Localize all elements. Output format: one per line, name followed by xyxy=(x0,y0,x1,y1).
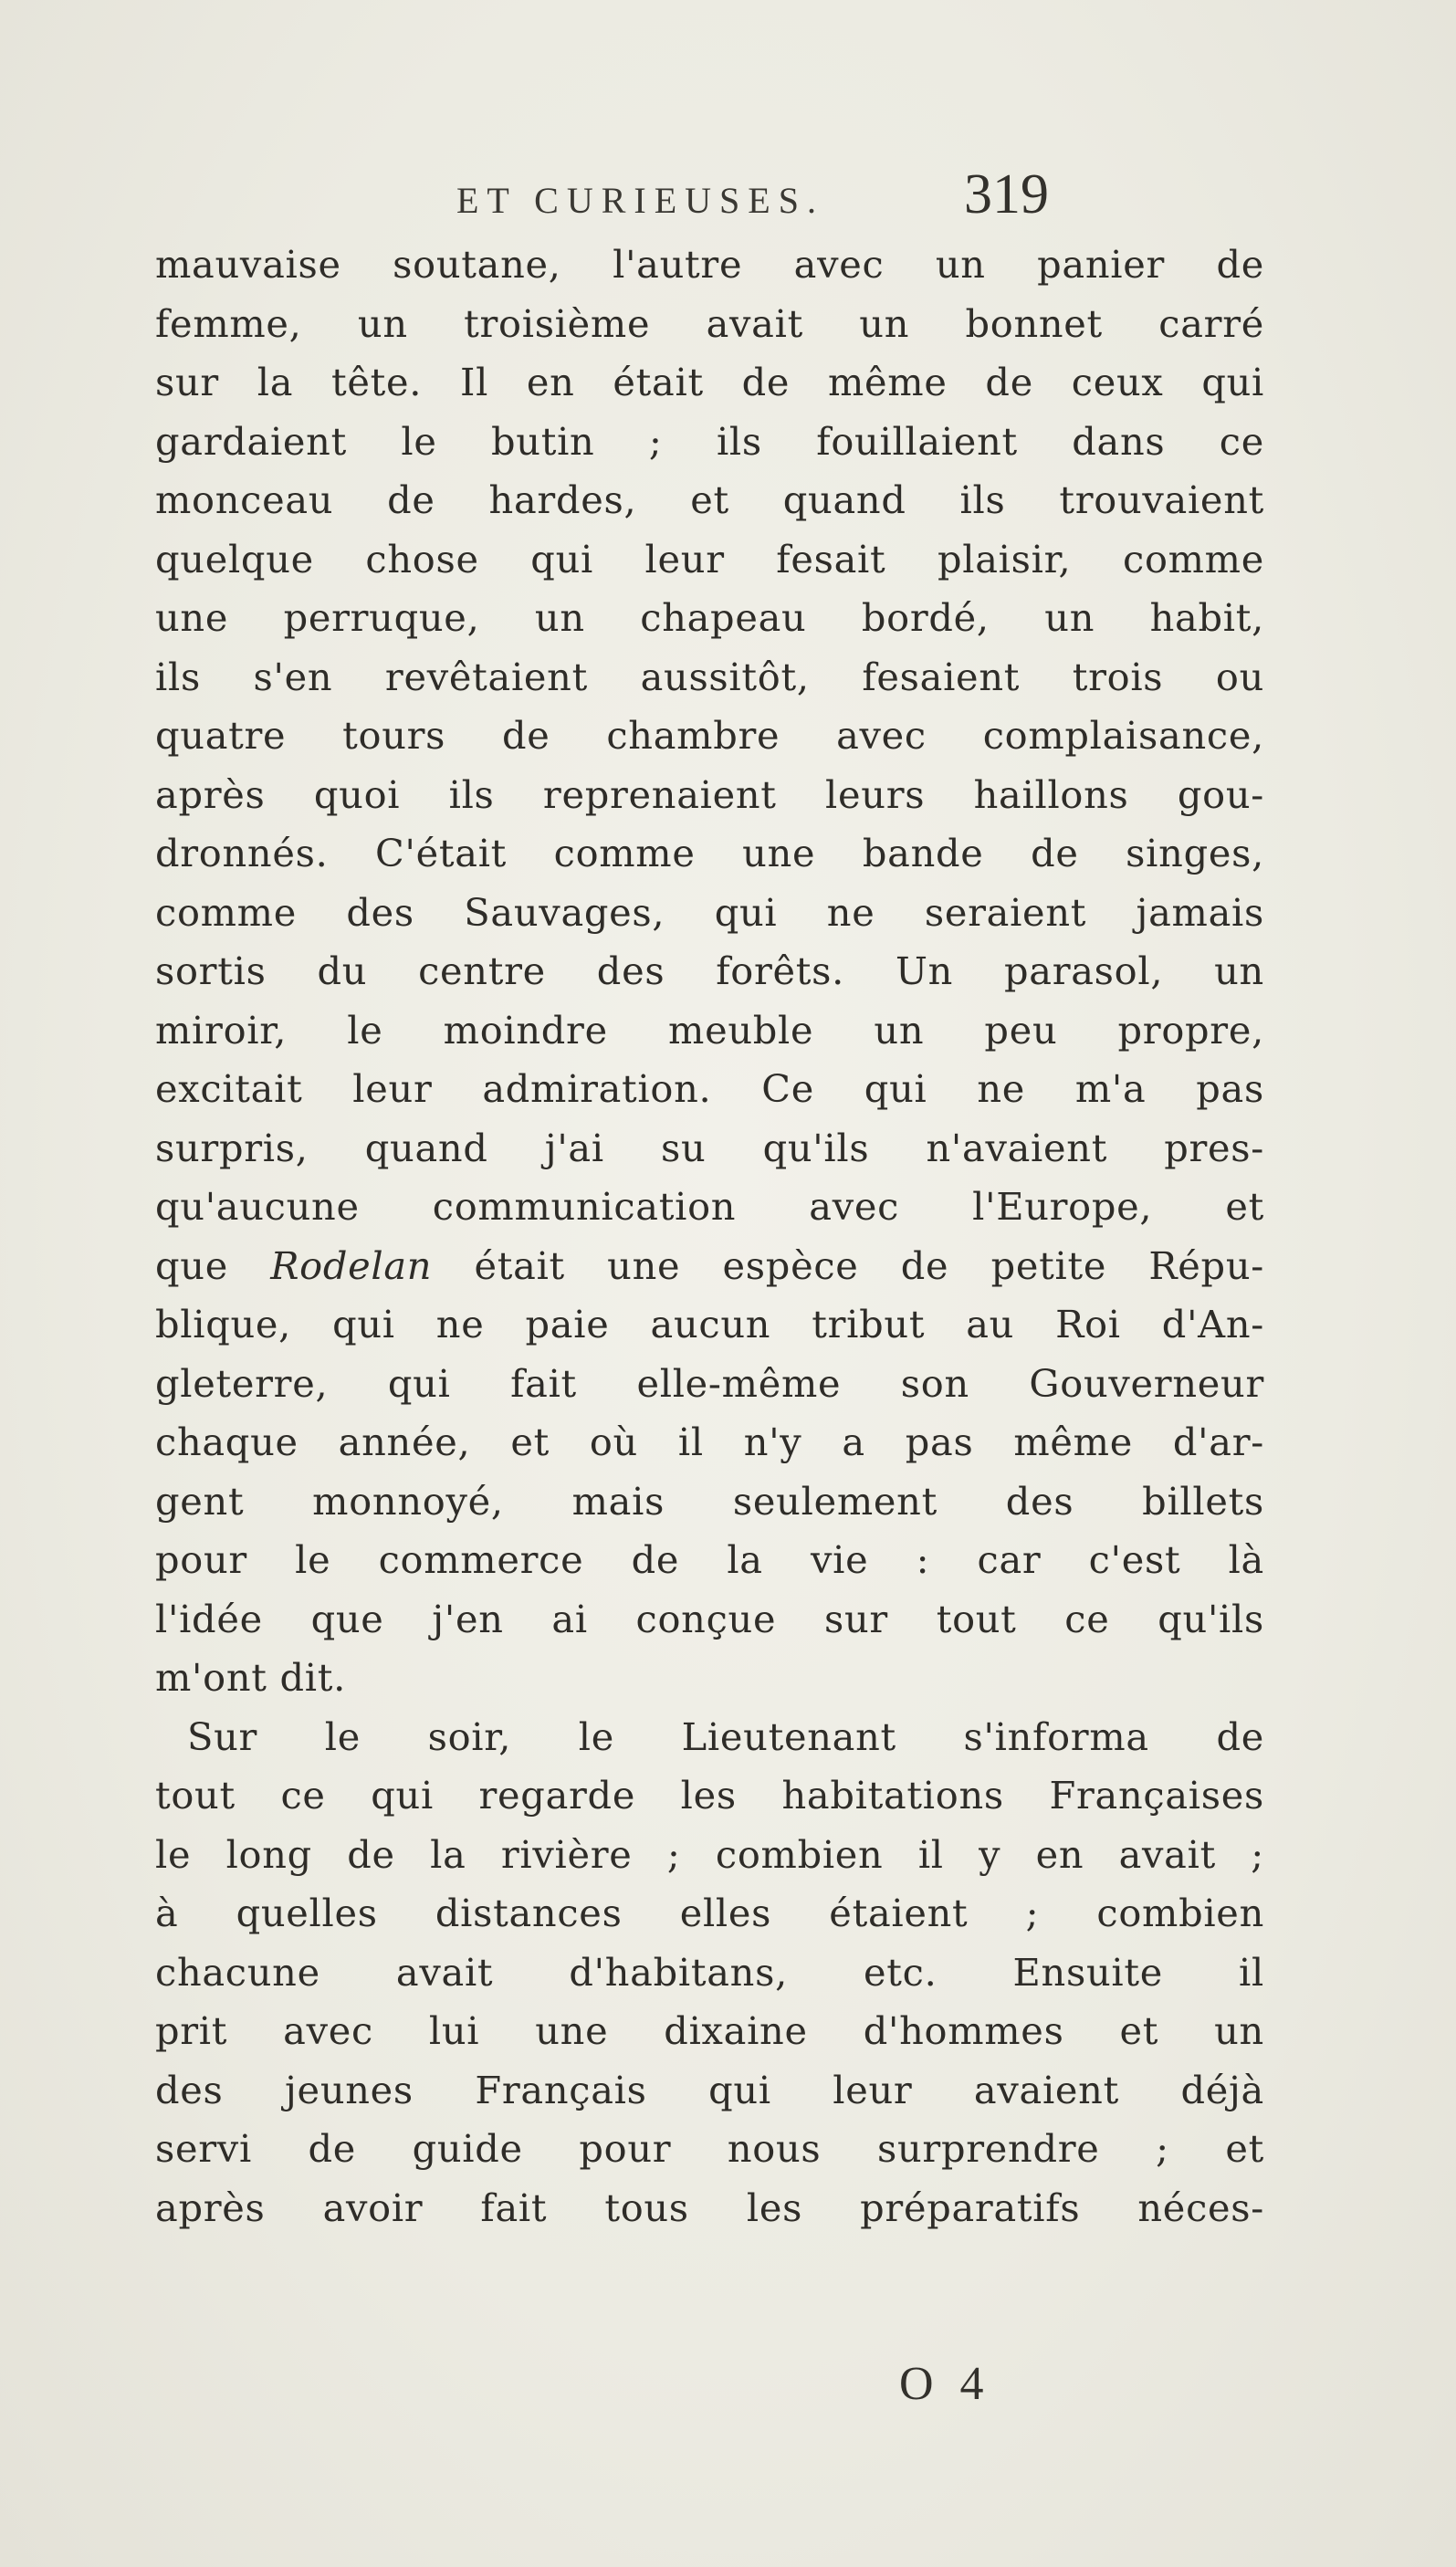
text-line: dronnés. C'était comme une bande de singes, xyxy=(155,831,1264,875)
text-line: sortis du centre des forêts. Un parasol, un xyxy=(155,948,1264,993)
text-line: quatre tours de chambre avec complaisance, xyxy=(155,713,1264,758)
text-line: m'ont dit. xyxy=(155,1655,347,1700)
text-line: qu'aucune communication avec l'Europe, et xyxy=(155,1184,1264,1229)
text-line: Sur le soir, le Lieutenant s'informa de xyxy=(187,1713,1264,1759)
text-line: gent monnoyé, mais seulement des billets xyxy=(155,1478,1264,1524)
text-line: à quelles distances elles étaient ; combien xyxy=(155,1891,1264,1935)
text-line: sur la tête. Il en était de même de ceux qui xyxy=(155,360,1264,404)
running-head xyxy=(0,0,1456,225)
text-line: mauvaise soutane, l'autre avec un panier de xyxy=(155,242,1264,287)
text-line: pour le commerce de la vie : car c'est là xyxy=(155,1537,1264,1582)
text-line: ils s'en revêtaient aussitôt, fesaient trois ou xyxy=(155,654,1264,699)
text-line: comme des Sauvages, qui ne seraient jamais xyxy=(155,889,1264,935)
text-line: servi de guide pour nous surprendre ; et xyxy=(155,2126,1264,2171)
text-line: après avoir fait tous les préparatifs néces- xyxy=(155,2185,1264,2230)
text-line: prit avec lui une dixaine d'hommes et un xyxy=(155,2008,1264,2053)
text-line: chaque année, et où il n'y a pas même d'ar- xyxy=(155,1420,1264,1464)
italic-place-name: Rodelan xyxy=(270,1242,433,1288)
text-line: chacune avait d'habitans, etc. Ensuite il xyxy=(155,1949,1264,1995)
text-line-prefix: que xyxy=(155,1242,228,1288)
text-line-suffix: était une espèce de petite Répu- xyxy=(474,1242,1264,1288)
running-head-title: ET CURIEUSES. xyxy=(456,180,824,221)
text-line-with-italic xyxy=(155,1237,1264,1296)
text-line: une perruque, un chapeau bordé, un habit, xyxy=(155,595,1264,640)
text-line: après quoi ils reprenaient leurs haillons gou- xyxy=(155,771,1264,817)
text-line: gardaient le butin ; ils fouillaient dans ce xyxy=(155,418,1264,464)
text-line: excitait leur admiration. Ce qui ne m'a pas xyxy=(155,1066,1264,1111)
text-line: monceau de hardes, et quand ils trouvaient xyxy=(155,477,1264,522)
text-line: l'idée que j'en ai conçue sur tout ce qu'ils xyxy=(155,1596,1264,1641)
body-text xyxy=(155,236,1264,2237)
text-line: tout ce qui regarde les habitations Françaises xyxy=(155,1773,1264,1818)
text-line: femme, un troisième avait un bonnet carré xyxy=(155,300,1264,346)
page-number: 319 xyxy=(964,163,1049,225)
text-line: gleterre, qui fait elle-même son Gouverneur xyxy=(155,1360,1264,1406)
signature-mark: O 4 xyxy=(899,2358,991,2410)
text-line: des jeunes Français qui leur avaient déjà xyxy=(155,2067,1264,2112)
text-line: quelque chose qui leur fesait plaisir, comme xyxy=(155,536,1264,582)
text-line: miroir, le moindre meuble un peu propre, xyxy=(155,1007,1264,1053)
text-line: le long de la rivière ; combien il y en avait ; xyxy=(155,1831,1264,1877)
text-line: blique, qui ne paie aucun tribut au Roi d'An- xyxy=(155,1302,1264,1346)
text-line: surpris, quand j'ai su qu'ils n'avaient pres- xyxy=(155,1125,1264,1170)
